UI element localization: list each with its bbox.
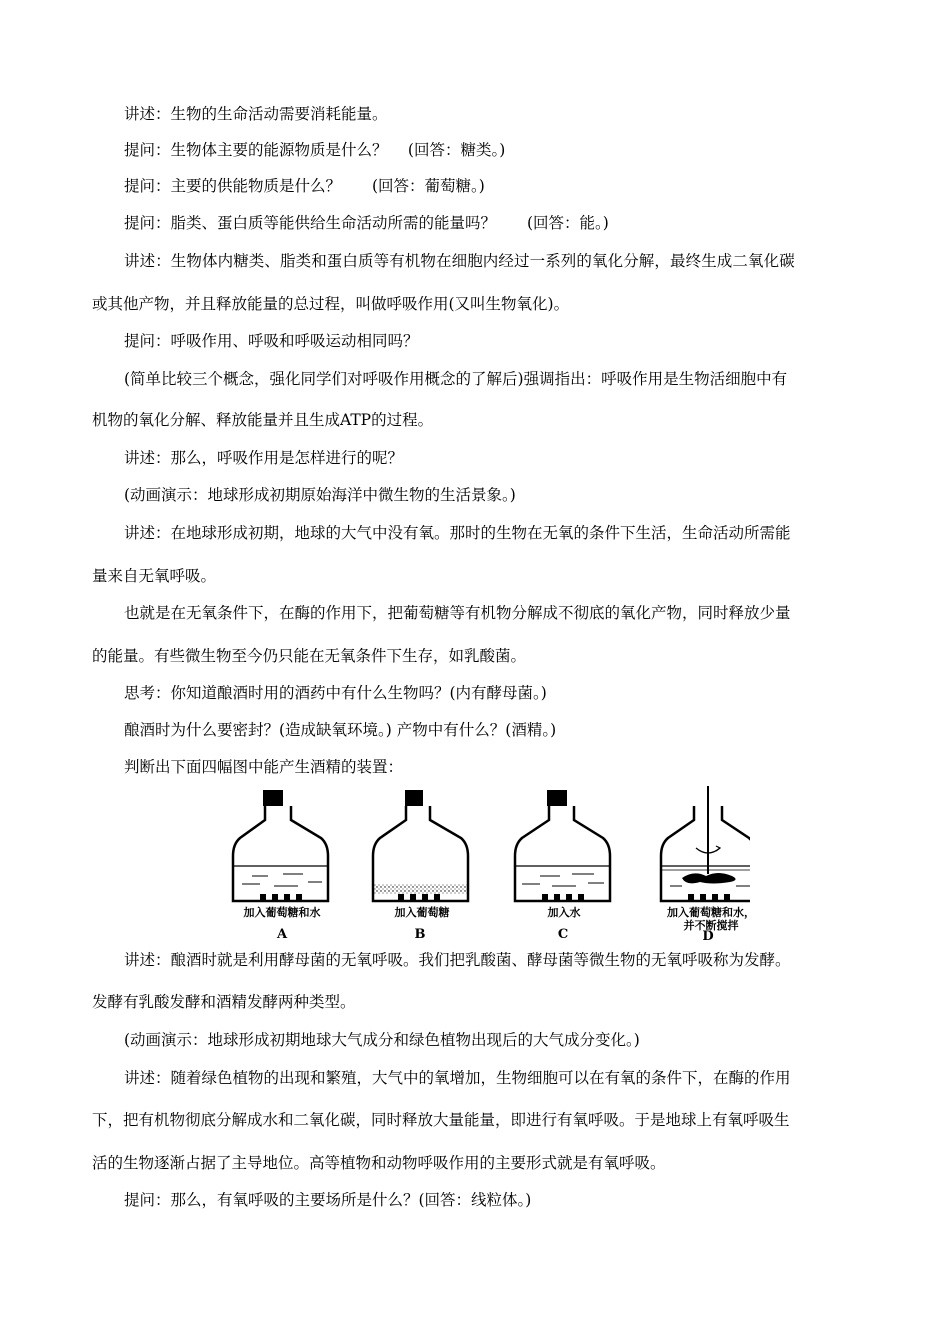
- paragraph-12: 量来自无氧呼吸。: [92, 567, 217, 585]
- flask-c-letter: C: [557, 927, 569, 942]
- flask-a-letter: A: [276, 927, 288, 942]
- flask-d-caption-line1: 加入葡萄糖和水，: [667, 906, 755, 919]
- paragraph-7: (简单比较三个概念，强化同学们对呼吸作用概念的了解后)强调指出：呼吸作用是生物活细胞中有: [124, 370, 788, 388]
- paragraph-20: (动画演示：地球形成初期地球大气成分和绿色植物出现后的大气成分变化。): [124, 1031, 640, 1049]
- paragraph-4: 讲述：生物体内糖类、脂类和蛋白质等有机物在细胞内经过一系列的氧化分解，最终生成二氧化碳: [124, 252, 795, 270]
- paragraph-0: 讲述：生物的生命活动需要消耗能量。: [124, 105, 388, 123]
- paragraph-13: 也就是在无氧条件下，在酶的作用下，把葡萄糖等有机物分解成不彻底的氧化产物，同时释放少量: [124, 604, 791, 622]
- paragraph-14: 的能量。有些微生物至今仍只能在无氧条件下生存，如乳酸菌。: [92, 647, 527, 665]
- paragraph-24: 提问：那么，有氧呼吸的主要场所是什么？(回答：线粒体。): [124, 1191, 532, 1209]
- flask-d-letter: D: [702, 929, 714, 944]
- flask-b-letter: B: [414, 927, 426, 942]
- flask-a-caption: 加入葡萄糖和水: [243, 906, 321, 919]
- flask-figure: [220, 786, 755, 944]
- paragraph-16: 酿酒时为什么要密封？(造成缺氧环境。) 产物中有什么？(酒精。): [124, 721, 557, 739]
- paragraph-10: (动画演示：地球形成初期原始海洋中微生物的生活景象。): [124, 486, 516, 504]
- paragraph-11: 讲述：在地球形成初期，地球的大气中没有氧。那时的生物在无氧的条件下生活，生命活动所需能: [124, 524, 791, 542]
- paragraph-6: 提问：呼吸作用、呼吸和呼吸运动相同吗？: [124, 332, 419, 350]
- paragraph-17: 判断出下面四幅图中能产生酒精的装置：: [124, 758, 404, 776]
- flask-a: [233, 790, 328, 901]
- paragraph-21: 讲述：随着绿色植物的出现和繁殖，大气中的氧增加，生物细胞可以在有氧的条件下，在酶的作用: [124, 1069, 791, 1087]
- paragraph-3: 提问：脂类、蛋白质等能供给生命活动所需的能量吗？ (回答：能。): [124, 214, 609, 232]
- flask-d-caption-line2: 并不断搅拌: [683, 919, 739, 932]
- paragraph-23: 活的生物逐渐占据了主导地位。高等植物和动物呼吸作用的主要形式就是有氧呼吸。: [92, 1154, 666, 1172]
- flask-d: [661, 786, 750, 901]
- paragraph-19: 发酵有乳酸发酵和酒精发酵两种类型。: [92, 993, 356, 1011]
- flask-b: [373, 790, 468, 901]
- paragraph-2: 提问：主要的供能物质是什么？ (回答：葡萄糖。): [124, 177, 485, 195]
- flask-c: [515, 790, 610, 901]
- paragraph-15: 思考：你知道酿酒时用的酒药中有什么生物吗？(内有酵母菌。): [124, 684, 547, 702]
- paragraph-8: 机物的氧化分解、释放能量并且生成ATP的过程。: [92, 411, 434, 429]
- flask-c-caption: 加入水: [547, 906, 581, 919]
- paragraph-22: 下，把有机物彻底分解成水和二氧化碳，同时释放大量能量，即进行有氧呼吸。于是地球上有氧呼吸生: [92, 1111, 790, 1129]
- flask-b-caption: 加入葡萄糖: [394, 906, 450, 919]
- paragraph-1: 提问：生物体主要的能源物质是什么？ (回答：糖类。): [124, 141, 506, 159]
- paragraph-9: 讲述：那么，呼吸作用是怎样进行的呢？: [124, 449, 404, 467]
- paragraph-18: 讲述：酿酒时就是利用酵母菌的无氧呼吸。我们把乳酸菌、酵母菌等微生物的无氧呼吸称为发酵。: [124, 951, 791, 969]
- paragraph-5: 或其他产物，并且释放能量的总过程，叫做呼吸作用(又叫生物氧化)。: [92, 295, 570, 313]
